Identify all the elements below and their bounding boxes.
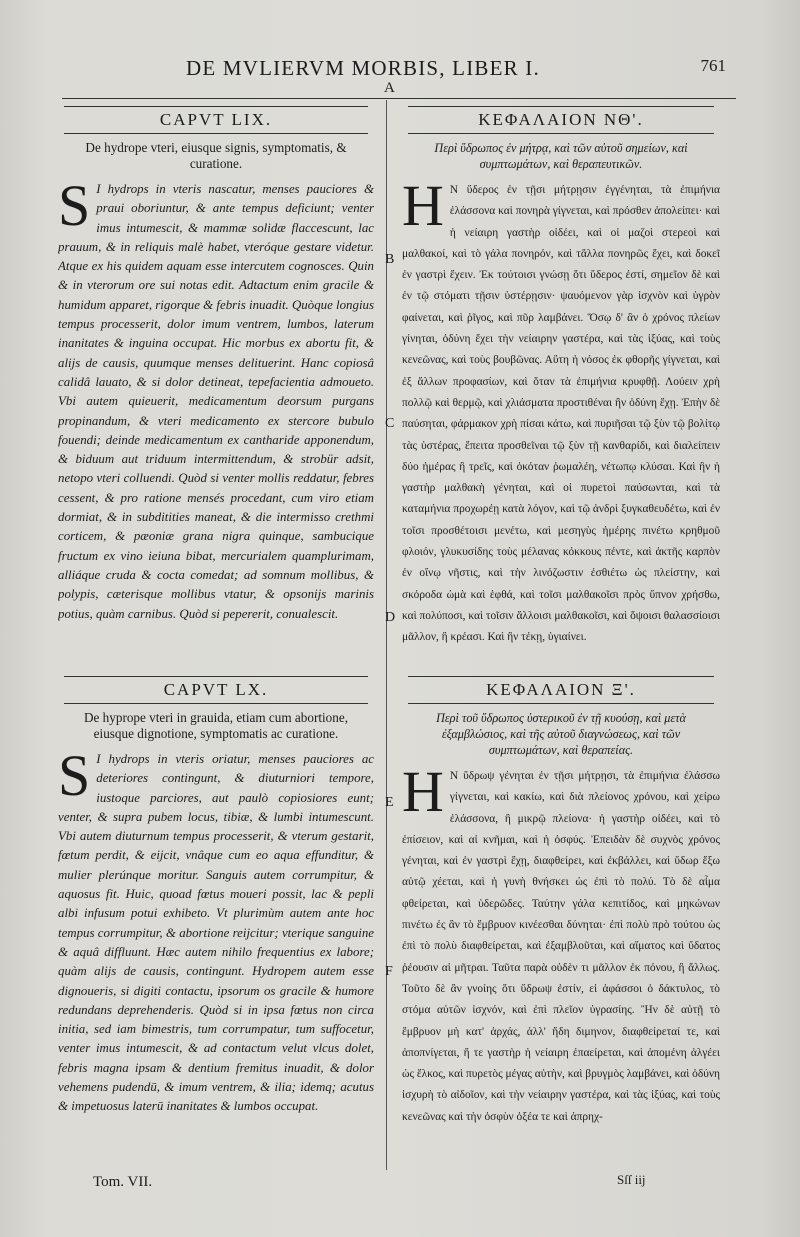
margin-letter-f: F <box>385 964 393 979</box>
chapter-subtitle: De hyprope vteri in grauida, etiam cum abortione, eiusque dignotione, symptomatis ac curatione. <box>83 710 349 741</box>
chapter-body <box>58 750 374 1117</box>
drop-cap: Η <box>402 766 444 824</box>
chapter-subtitle: Περὶ ὕδρωπος ἐν μήτρᾳ, καὶ τῶν αὐτοῦ σημείων, καὶ συμπτωμάτων, καὶ θεραπευτικῶν. <box>434 141 688 171</box>
chapter-heading-bar <box>408 676 714 704</box>
header-rule <box>62 98 736 99</box>
running-head <box>0 52 800 82</box>
gathering-signature: Sſſ iij <box>617 1172 646 1187</box>
latin-chapter-60 <box>58 676 374 1182</box>
chapter-heading-bar <box>64 676 368 704</box>
chapter-subtitle: De hydrope vteri, eiusque signis, symptomatis, & curatione. <box>85 140 347 171</box>
greek-chapter-60 <box>402 676 720 1176</box>
chapter-body-wrap <box>58 180 374 662</box>
chapter-text: I hydrops in vteris nascatur, menses pauciores & praui oboriuntur, & ante tempus deficiunt; venter imus intumescit, & mammæ solidæ flaccescunt, lac prauum, & in reliquis malè habet, vteróque gestare videtur. Atque ex his quidem aquam esse intercutem cognosces. Quin & in vterorum ore sui notas edit. Adtactum enim gracile & humidum apparet, rigorque & febris inuadit. Quòque longius tempus processerit, dolor imum ventrem, lumbos, laterum inanitates & inguina occupat. Hic morbus ex abortu fit, & alijs de causis, quumque menses delituerint. Hanc copiosâ calidâ lauato, & si dolor detineat, tepefacientia admoueto. Vbi autem quieuerit, medicamentum deorsum purgans propinandum, & vteri medicamento ex stercore bubulo fouendi; deinde medicamentum ex cantharide apponendum, & biduum aut triduum intermittendum, & strobür adsit, netopo vteri colluendi. Quòd si venter mollis reddatur, febres cessent, & pro ratione mensés procedant, cum viro etiam dormiat, & in subditities maneat, & die intermisso crethmi corticem, & pæoniæ grana nigra quinque, sambucique fructum ex vino ieiuna bibat, mercurialem quamplurimam, alliáque cruda & cocta comedat; ad somnum mollibus, & polypis, cæterisque mollibus vtatur, & opsonijs marinis potius, quàm carnibus. Quòd si pepererit, conualescit. <box>58 182 374 621</box>
chapter-body <box>402 180 720 649</box>
drop-cap: S <box>58 180 91 238</box>
chapter-heading: ΚΕΦΑΛΑΙΟΝ Ξ'. <box>486 680 636 699</box>
margin-letter-b: B <box>385 252 395 267</box>
page-number: 761 <box>700 56 726 75</box>
chapter-subtitle: Περὶ τοῦ ὕδρωπος ὑστερικοῦ ἐν τῇ κυούσῃ, καὶ μετὰ ἐξαμβλώσιος, καὶ τῆς αὐτοῦ διαγνώσεως, καὶ τῶν συμπτωμάτων, καὶ θεραπείας. <box>436 711 686 757</box>
section-letter-a: A <box>384 80 395 96</box>
chapter-heading: CAPVT LIX. <box>159 110 273 129</box>
margin-letter-e: E <box>385 795 394 810</box>
greek-chapter-59 <box>402 106 720 676</box>
chapter-text: I hydrops in vteris oriatur, menses pauciores ac deteriores contingunt, & diuturniori tempore, iustoque parciores, aut paulò copiosiores eunt; venter, & supra pubem locus, tibiæ, & lumbi intumescunt. Vbi autem diuturnum tempus processerit, & vterum gestarit, fœtum perdit, & eijcit, vnâque cum eo aqua effunditur, & mulier plerúnque moritur. Sanguis autem corrumpitur, & aquosus fit. Huic, quoad fœtus moueri possit, lac & pepli albi infusum potui exhibeto. Vt plurimùm autem ante hoc tempus corrumpitur, & abortione reijcitur; vterique sanguine & aquâ diffluunt. Hæc autem nihilo frequentius ex labore; quàm alijs de causis, contingunt. Hydropem autem esse dignoueris, si digiti contactu, ipsorum os gracile & humore redundans deprehenderis. Quòd si in ipsa fœtus non circa initia, sed iam bimestris, tum corrumpatur, tum suffocetur, venter imus intumescit, & ad contactum velut vlcus dolet, febris magna ipsam & dentium fremitus inuadit, & dolor vehemens pudendū, & imum ventrem, & ilia; idemq; acutus & impetuosus laterū inanitates & lumbos occupat. <box>58 752 374 1114</box>
chapter-body-wrap <box>402 180 720 676</box>
chapter-heading-bar <box>408 106 714 134</box>
chapter-heading: ΚΕΦΑΛΑΙΟΝ ΝΘ'. <box>478 110 644 129</box>
drop-cap: S <box>58 750 91 808</box>
chapter-body-wrap <box>58 750 374 1182</box>
chapter-heading: CAPVT LX. <box>163 680 269 699</box>
volume-label: Tom. VII. <box>93 1174 153 1190</box>
chapter-text: Ν ὕδερος ἐν τῇσι μήτρῃσιν ἐγγένηται, τὰ ἐπιμήνια ἐλάσσονα καὶ πονηρὰ γίγνεται, καὶ πρόσθεν ἀπολείπει· καὶ ἡ νείαιρη γαστὴρ οἰδέει, καὶ οἱ μαζοὶ στερεοὶ καὶ μαλθακοί, καὶ τὸ γάλα πονηρόν, καὶ τἄλλα πονηρῶς ἔχει, καὶ δοκεῖ ἐν γαστρὶ ἔχειν. Ἐκ τούτοισι γνώσῃ ὅτι ὕδερος ἐστί, σημεῖον δὲ καὶ ἐν τῷ στόματι τῇσιν ὑστέρῃσιν· ψαυόμενον γὰρ ἰσχνὸν καὶ ὑγρὸν φαίνεται, καὶ ῥῖγος, καὶ πῦρ λαμβάνει. Ὅσῳ δ' ἂν ὁ χρόνος πλείων γίνηται, ὀδύνη ἔχει τὴν νείαιρην γαστέρα, καὶ τὰς ἰξύας, καὶ τοὺς κενεῶνας, καὶ τοὺς βουβῶνας. Αὕτη ἡ νόσος ἐκ φθορῆς γίγνεται, καὶ ἐξ ἄλλων προφασίων, καὶ ὅταν τὰ ἐπιμήνια κρυφθῇ. Λούειν χρὴ πολλῷ καὶ θερμῷ, καὶ χλιάσματα προστιθέναι ἢν ὀδύνη ἔχῃ. Ἐπὴν δὲ παύσηται, φάρμακον χρὴ πίσαι κάτω, καὶ πυριῆσαι τῷ ξὺν τῷ βολίτῳ τὰς ὑστέρας, ἔπειτα προσθεῖναι τῷ ξὺν τῇ κανθαρίδι, καὶ διαλείπειν δύο ἡμέρας ἢ τρεῖς, καὶ ὁκόταν ῥωμαλέη, νέτωπῳ κλύσαι. Καὶ ἢν ἡ γαστὴρ μαλθακὴ γένηται, καὶ οἱ πυρετοὶ παύσωνται, καὶ τὰ καταμήνια προχωρέῃ κατὰ λόγον, καὶ τῷ ἀνδρὶ ξυγκαθευδέτω, καὶ ἐν τοῖσι προσθέτοισι μενέτω, καὶ μεσηγὺς ἡμέρης πινέτω κρηθμοῦ φλοιόν, γλυκυσίδης τοὺς μέλανας κόκκους πέντε, καὶ ἀκτῆς καρπὸν ἐν οἴνῳ νῆστις, καὶ τὴν λινόζωστιν ἐσθιέτω ὡς πλείστην, καὶ σκόροδα ὠμὰ καὶ ἑφθά, καὶ τοῖσι μαλθακοῖσι πρὸς ὕπνον χρήσθω, καὶ πολύποσι, καὶ τοῖσιν ἄλλοισι μαλθακοῖσι, καὶ ὄψοισι θαλασσίοισι μᾶλλον, ἢ κρέασι. Καὶ ἢν τέκῃ, ὑγιαίνει. <box>402 184 720 644</box>
running-title: DE MVLIERVM MORBIS, LIBER I. <box>186 56 540 80</box>
chapter-body-wrap <box>402 766 720 1176</box>
latin-chapter-59 <box>58 106 374 662</box>
chapter-text: Ν ὕδρωψ γένηται ἐν τῇσι μήτρῃσι, τὰ ἐπιμήνια ἐλάσσω γίγνεται, καὶ κακίω, καὶ διὰ πλείονος χρόνου, καὶ χείρω ἐλάσσονα, ἢ μικρῷ πλείονα· ἡ γαστὴρ οἰδέει, καὶ τὸ ἐπίσειον, καὶ αἱ κνῆμαι, καὶ ἡ ὀσφύς. Ἐπειδὰν δὲ συχνὸς χρόνος γένηται, καὶ ἐν γαστρὶ ἔχῃ, διαφθείρει, καὶ ἐκβάλλει, καὶ ὕδωρ ἔξω αὐτῷ χέεται, καὶ ἡ γυνὴ θνήσκει ὡς ἐπὶ τὸ πολύ. Τὸ δὲ αἷμα φθείρεται, καὶ ὑδερῶδες. Ταύτην γάλα κεπιτίδος, καὶ μηκώνων πινέτω ἐς ἂν τὸ ἔμβρυον κινέεσθαι δύνηται· ἐπὶ πολὺ πρὸ τούτου ὡς ἐπὶ τὸ πολὺ διαφθείρεται, καὶ ἐξαμβλοῦται, καὶ αἵματος καὶ ὕδατος ῥέουσιν αἱ μῆτραι. Ταῦτα παρὰ οὐδὲν τι μᾶλλον ἐκ πόνου, ἢ ἄλλως. Τοῦτο δὲ ἂν γνοίης ὅτι ὕδρωψ ἐστίν, εἰ ἀφάσσοι ὁ δάκτυλος, τὸ στόμα αὐτῶν ἰσχνόν, καὶ ἐπὶ πλεῖον ὑγρασίης. Ἢν δὲ αὐτῇ τὸ ἔμβρυον μὴ κατ' ἀρχάς, ἀλλ' ἤδη διμηνον, διαφθείρεταί τε, καὶ ἀποπνίγεται, ἥ τε γαστὴρ ἡ νείαιρη ἐπαείρεται, καὶ ἀπομένη ἀλγέει ὡς ἕλκος, καὶ πυρετὸς μέγας αὐτὴν, καὶ βρυγμὸς λαμβάνει, καὶ ὀδύνη ἰσχυρὴ τὸ αἰδοῖον, καὶ τὴν νείαιρην γαστέρα, καὶ τὰς ἰξύας, καὶ τοὺς κενεῶνας καὶ τὴν ὀσφὺν ὀξέα τε καὶ ἀπρηχ- <box>402 770 720 1123</box>
chapter-heading-bar <box>64 106 368 134</box>
drop-cap: Η <box>402 180 444 238</box>
margin-letter-c: C <box>385 416 395 431</box>
chapter-body <box>402 766 720 1128</box>
margin-letter-d: D <box>385 610 396 625</box>
chapter-body <box>58 180 374 624</box>
